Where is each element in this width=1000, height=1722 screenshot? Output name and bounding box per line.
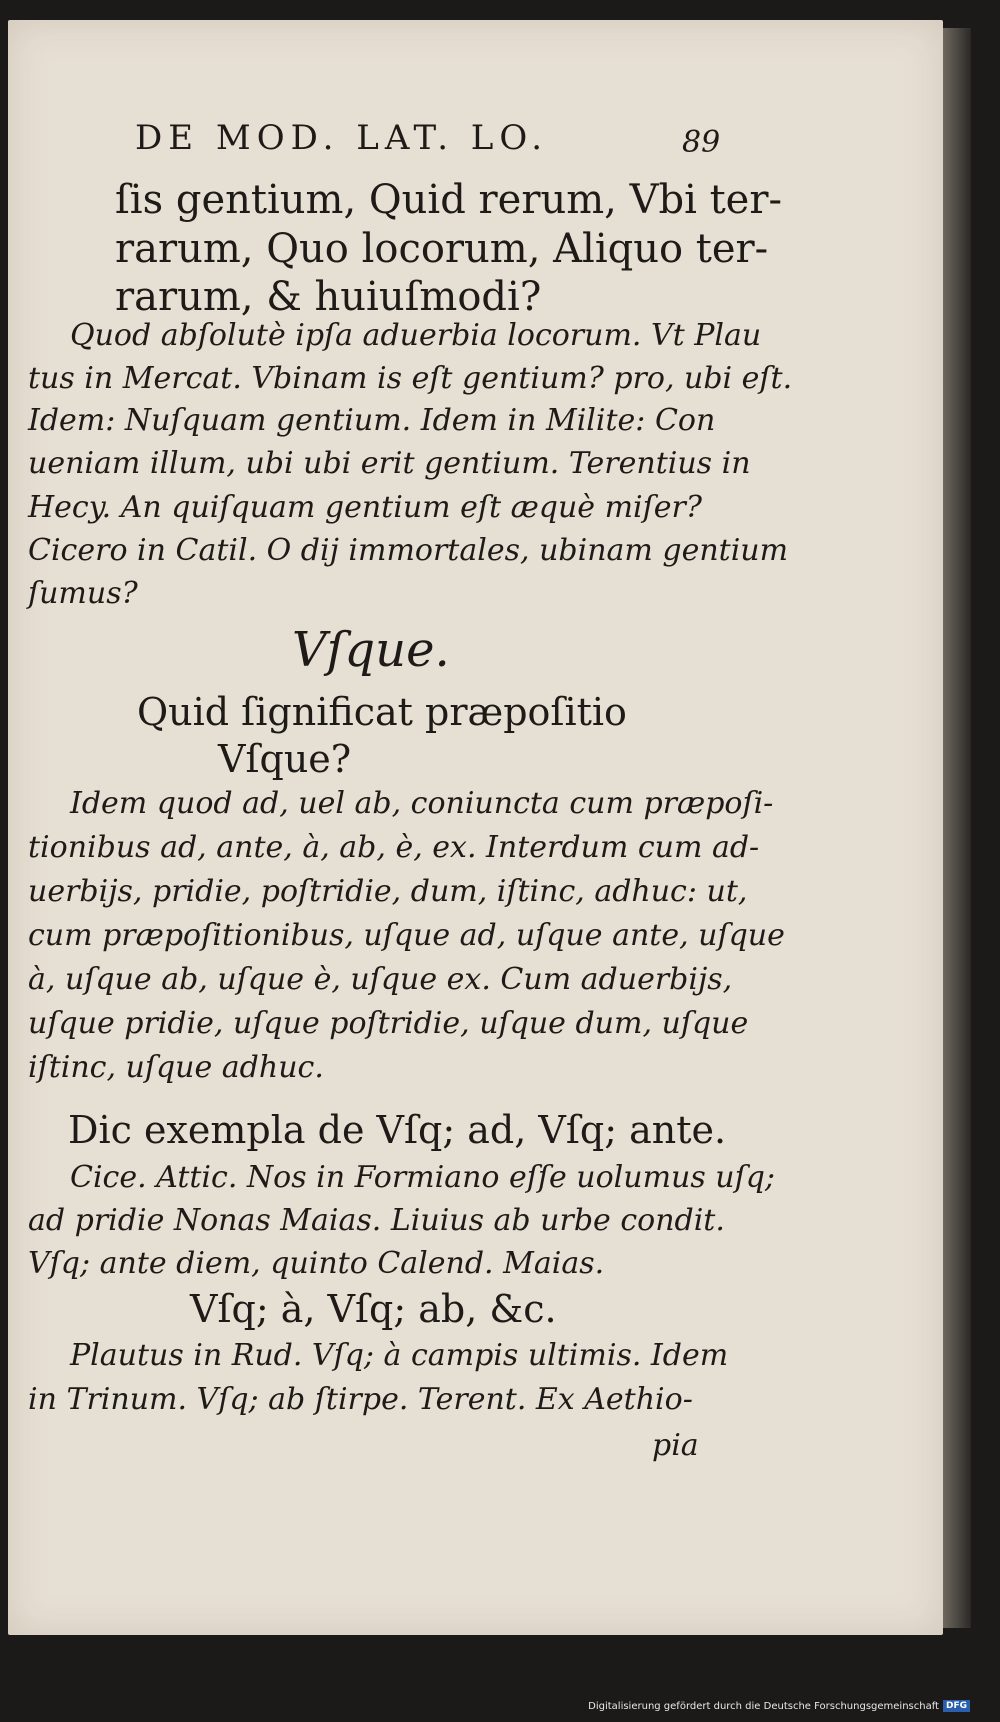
question-line: Quid ſignificat præpoſitio <box>137 690 627 734</box>
credit-text: Digitalisierung gefördert durch die Deutsche Forschungsgemeinschaft <box>588 1700 939 1712</box>
text-line: Hecy. An quiſquam gentium eſt æquè miſer? <box>28 490 702 525</box>
text-line: Quod abſolutè ipſa aduerbia locorum. Vt Plau <box>70 318 762 353</box>
text-line: ueniam illum, ubi ubi erit gentium. Terentius in <box>28 446 751 481</box>
text-line: tionibus ad, ante, à, ab, è, ex. Interdum cum ad- <box>28 830 760 865</box>
sub-heading: Vſq; à, Vſq; ab, &c. <box>190 1287 557 1331</box>
text-line: uſque pridie, uſque poſtridie, uſque dum, uſque <box>28 1006 749 1041</box>
dfg-logo: DFG <box>943 1700 970 1712</box>
section-title: Vſque. <box>292 622 450 678</box>
text-line: cum præpoſitionibus, uſque ad, uſque ante, uſque <box>28 918 785 953</box>
text-line: Vſq; ante diem, quinto Calend. Maias. <box>28 1246 605 1281</box>
examples-heading: Dic exempla de Vſq; ad, Vſq; ante. <box>68 1108 727 1152</box>
text-line: rarum, Quo locorum, Aliquo ter- <box>115 226 769 272</box>
text-line: ſumus? <box>28 576 138 611</box>
text-line: Cicero in Catil. O dij immortales, ubinam gentium <box>28 533 789 568</box>
text-line: ſis gentium, Quid rerum, Vbi ter- <box>115 177 782 223</box>
text-line: iſtinc, uſque adhuc. <box>28 1050 324 1085</box>
text-line: in Trinum. Vſq; ab ſtirpe. Terent. Ex Aethio- <box>28 1382 693 1417</box>
text-line: uerbijs, pridie, poſtridie, dum, iſtinc, adhuc: ut, <box>28 874 748 909</box>
text-line: Plautus in Rud. Vſq; à campis ultimis. Idem <box>70 1338 729 1373</box>
running-head: DE MOD. LAT. LO. <box>135 118 549 158</box>
text-line: Cice. Attic. Nos in Formiano eſſe uolumus uſq; <box>70 1160 775 1195</box>
text-line: Idem: Nuſquam gentium. Idem in Milite: Con <box>28 403 716 438</box>
text-line: à, uſque ab, uſque è, uſque ex. Cum aduerbijs, <box>28 962 733 997</box>
text-line: ad pridie Nonas Maias. Liuius ab urbe condit. <box>28 1203 725 1238</box>
page-number: 89 <box>682 125 721 160</box>
text-line: Idem quod ad, uel ab, coniuncta cum præpoſi- <box>70 786 774 821</box>
text-line: tus in Mercat. Vbinam is eſt gentium? pro, ubi eſt. <box>28 361 793 396</box>
page-edge <box>943 28 971 1628</box>
question-line: Vſque? <box>218 737 352 781</box>
catchword: pia <box>652 1428 699 1463</box>
digitization-credit <box>588 1700 970 1712</box>
text-line: rarum, & huiuſmodi? <box>115 274 542 320</box>
